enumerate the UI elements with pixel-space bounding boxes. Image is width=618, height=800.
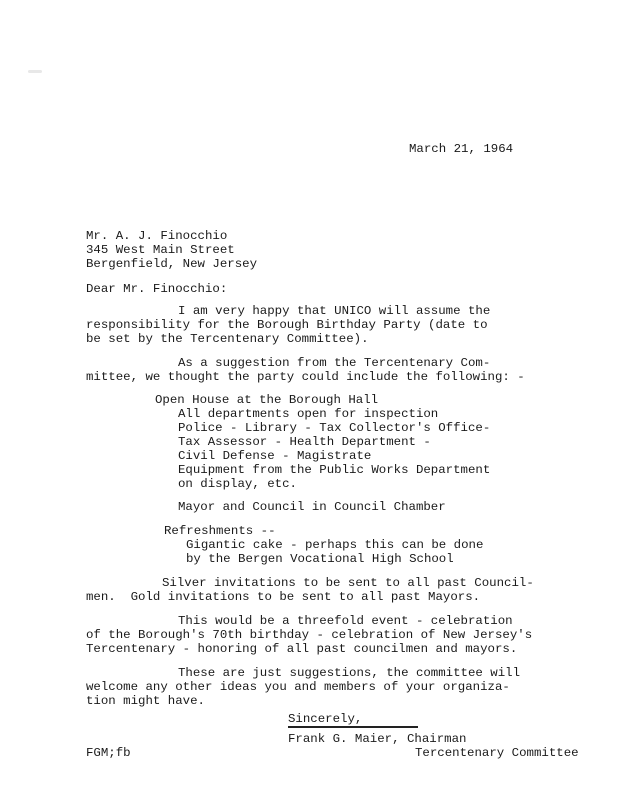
refreshments-heading: Refreshments -- <box>164 524 276 538</box>
para4-line: of the Borough's 70th birthday - celebration of New Jersey's <box>86 628 533 642</box>
para1-line: be set by the Tercentenary Committee). <box>86 332 369 346</box>
paper-smudge <box>28 70 42 73</box>
open-house-heading: Open House at the Borough Hall <box>155 393 379 407</box>
open-house-line: All departments open for inspection <box>178 407 439 421</box>
signature-line <box>288 726 418 728</box>
open-house-line: Tax Assessor - Health Department - <box>178 435 431 449</box>
para3-line: Silver invitations to be sent to all past Council- <box>162 576 534 590</box>
para4-line: Tercentenary - honoring of all past councilmen and mayors. <box>86 642 518 656</box>
para1-line: responsibility for the Borough Birthday Party (date to <box>86 318 488 332</box>
open-house-line: Civil Defense - Magistrate <box>178 449 372 463</box>
open-house-line: on display, etc. <box>178 477 297 491</box>
para5-line: These are just suggestions, the committee will <box>178 666 521 680</box>
mayor-council-line: Mayor and Council in Council Chamber <box>178 500 446 514</box>
typist-initials: FGM;fb <box>86 746 131 760</box>
signer-name: Frank G. Maier, Chairman <box>288 732 467 746</box>
para4-line: This would be a threefold event - celebration <box>178 614 513 628</box>
para5-line: tion might have. <box>86 694 205 708</box>
open-house-line: Police - Library - Tax Collector's Office- <box>178 421 491 435</box>
signer-title: Tercentenary Committee <box>415 746 579 760</box>
letter-date: March 21, 1964 <box>409 142 514 156</box>
para2-line: As a suggestion from the Tercentenary Com- <box>178 356 491 370</box>
refreshments-line: Gigantic cake - perhaps this can be done <box>186 538 484 552</box>
para1-line: I am very happy that UNICO will assume the <box>178 304 491 318</box>
para3-line: men. Gold invitations to be sent to all past Mayors. <box>86 590 481 604</box>
recipient-street: 345 West Main Street <box>86 243 235 257</box>
para5-line: welcome any other ideas you and members of your organiza- <box>86 680 510 694</box>
closing: Sincerely, <box>288 712 363 726</box>
salutation: Dear Mr. Finocchio: <box>86 282 228 296</box>
recipient-name: Mr. A. J. Finocchio <box>86 229 228 243</box>
open-house-line: Equipment from the Public Works Department <box>178 463 491 477</box>
recipient-city: Bergenfield, New Jersey <box>86 257 258 271</box>
refreshments-line: by the Bergen Vocational High School <box>186 552 454 566</box>
para2-line: mittee, we thought the party could include the following: - <box>86 370 525 384</box>
